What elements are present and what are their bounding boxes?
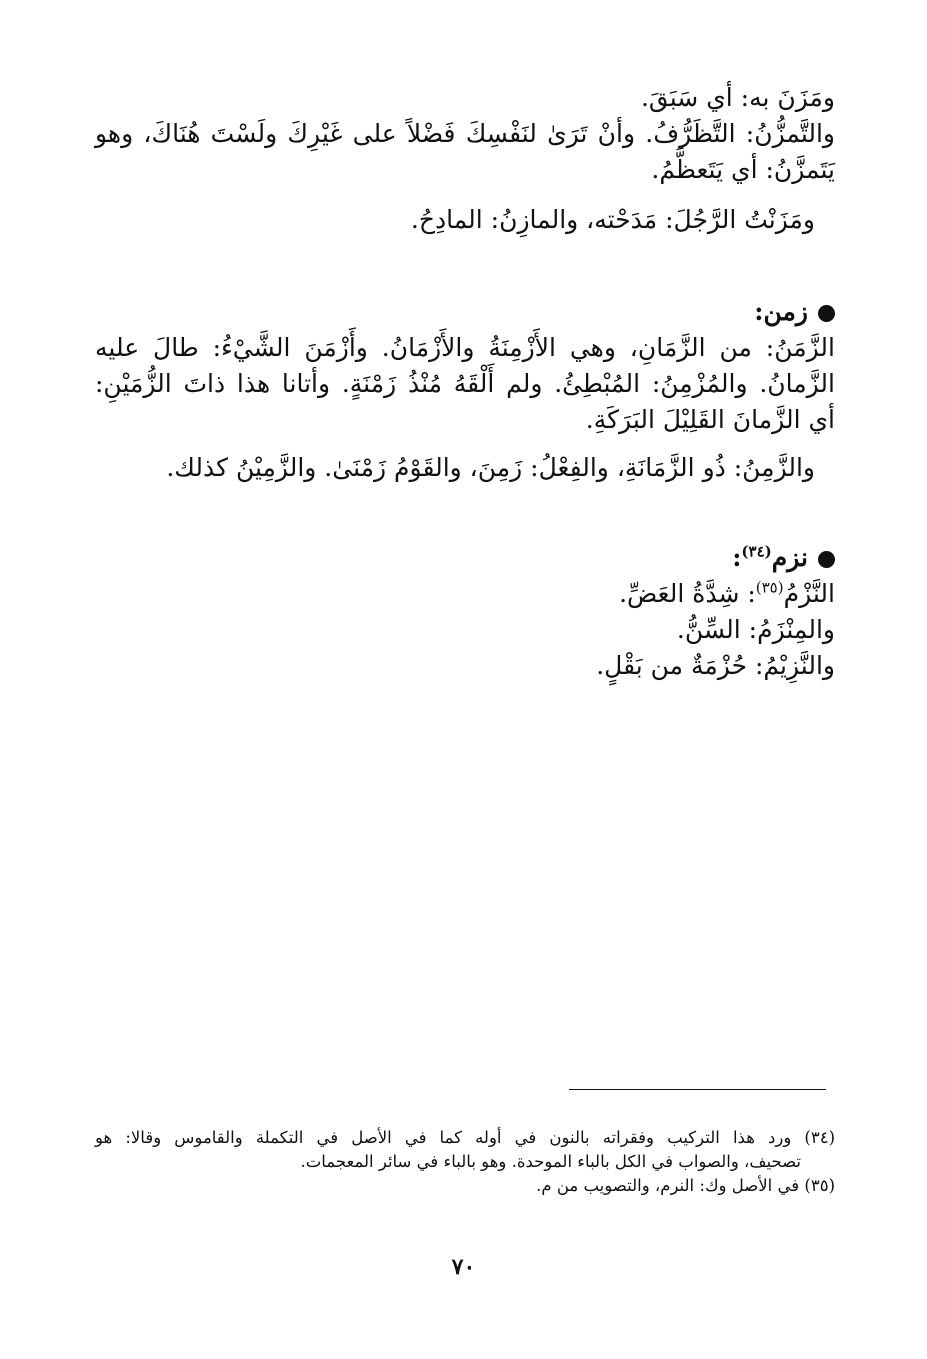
section-heading	[95, 540, 835, 576]
text-line: والزَّمِنُ: ذُو الزَّمَانَةِ، والفِعْلُ: زَمِنَ، والقَوْمُ زَمْنَىٰ. والزَّمِيْنُ كذلك.	[166, 453, 815, 482]
term-text: النَّزْمُ	[783, 579, 835, 608]
entry-nazm	[95, 540, 835, 684]
text-line: الزَّمانُ. والمُزْمِنُ: المُبْطِئُ. ولم أَلْقَهُ مُنْذُ زَمْنَةٍ. وأتانا هذا ذاتَ الزُّمَيْنِ:	[95, 369, 835, 398]
text-line: ومَزَنْتُ الرَّجُلَ: مَدَحْته، والمازِنُ: المادِحُ.	[410, 205, 815, 234]
entry-zamn	[95, 294, 835, 486]
text-line	[95, 576, 835, 612]
definition-text: : شِدَّةُ العَضِّ.	[619, 579, 756, 608]
text-line: والمِنْزَمُ: السِّنُّ.	[676, 615, 835, 644]
footnote-line: (٣٥) في الأصل وك: النرم، والتصويب من م.	[536, 1176, 835, 1195]
bullet-icon	[818, 551, 835, 568]
page-number: ٧٠	[451, 1254, 476, 1280]
footnote-separator	[569, 1089, 826, 1090]
text-line: أي الزَّمانَ القَلِيْلَ البَرَكَةِ.	[585, 405, 835, 434]
section-heading	[95, 294, 835, 330]
bullet-icon	[818, 305, 835, 322]
footnote-ref: (٣٤)	[741, 542, 772, 561]
entry-mazan-continued	[95, 80, 835, 238]
footnote-line: (٣٤) ورد هذا التركيب وفقراته بالنون في أوله كما في الأصل في التكملة والقاموس وقالا: هو	[95, 1128, 835, 1147]
text-line: والتَّمزُّنُ: التَّظَرُّفُ. وأنْ تَرَىٰ لنَفْسِكَ فَضْلاً على غَيْرِكَ ولَسْتَ هُنَاكَ، وهو	[95, 119, 835, 148]
text-line: ومَزَنَ به: أي سَبَقَ.	[640, 83, 835, 112]
text-line: والنَّزِيْمُ: حُزْمَةٌ من بَقْلٍ.	[596, 651, 835, 680]
heading-text: زمن:	[754, 297, 808, 326]
footnotes	[95, 1126, 835, 1198]
heading-colon: :	[732, 543, 742, 572]
text-line: الزَّمَنُ: من الزَّمَانِ، وهي الأَزْمِنَةُ والأَزْمَانُ. وأَزْمَنَ الشَّيْءُ: طالَ عليه	[95, 333, 835, 362]
footnote-ref: (٣٥)	[755, 578, 784, 597]
text-line: يَتَمزَّنُ: أي يَتَعظَّمُ.	[651, 155, 835, 184]
heading-text: نزم	[771, 543, 808, 572]
footnote-line: تصحيف، والصواب في الكل بالباء الموحدة. وهو بالباء في سائر المعجمات.	[300, 1152, 801, 1171]
